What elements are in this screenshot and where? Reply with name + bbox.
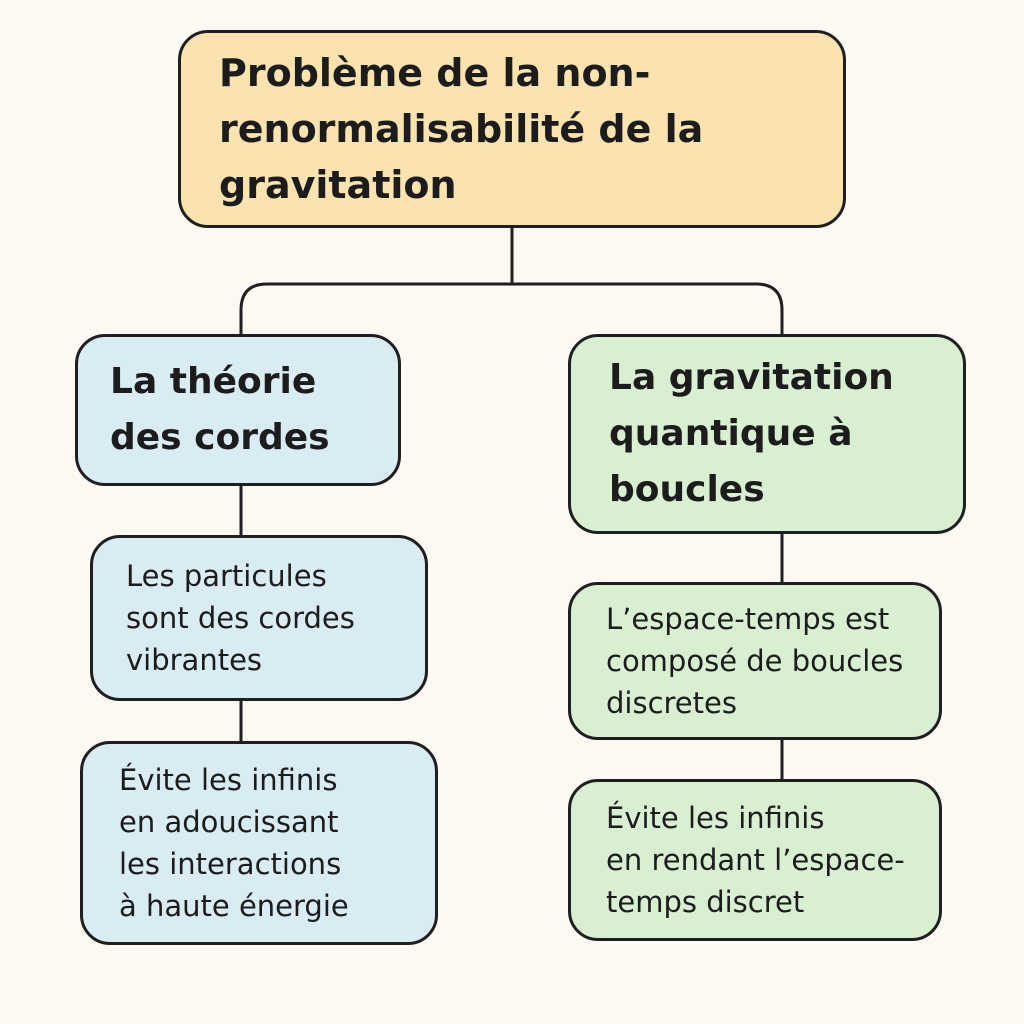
string-theory-item-2 bbox=[80, 741, 438, 945]
string-theory-title: La théorie des cordes bbox=[110, 361, 330, 458]
connector-branch-split bbox=[241, 284, 782, 334]
loop-quantum-gravity-item-2-text: Évite les infinis en rendant l’espace- temps discret bbox=[606, 801, 905, 919]
loop-quantum-gravity-item-1-text: L’espace-temps est composé de boucles discretes bbox=[606, 602, 904, 720]
string-theory-item-1 bbox=[90, 535, 428, 701]
string-theory-item-2-text: Évite les infinis en adoucissant les interactions à haute énergie bbox=[119, 763, 349, 923]
loop-quantum-gravity-item-2 bbox=[568, 779, 942, 941]
root-title: Problème de la non- renormalisabilité de la gravitation bbox=[219, 51, 704, 207]
string-theory-item-1-text: Les particules sont des cordes vibrantes bbox=[126, 559, 355, 677]
loop-quantum-gravity-title: La gravitation quantique à boucles bbox=[609, 357, 894, 510]
string-theory-node bbox=[75, 334, 401, 486]
loop-quantum-gravity-node bbox=[568, 334, 966, 534]
root-node bbox=[178, 30, 846, 228]
loop-quantum-gravity-item-1 bbox=[568, 582, 942, 740]
